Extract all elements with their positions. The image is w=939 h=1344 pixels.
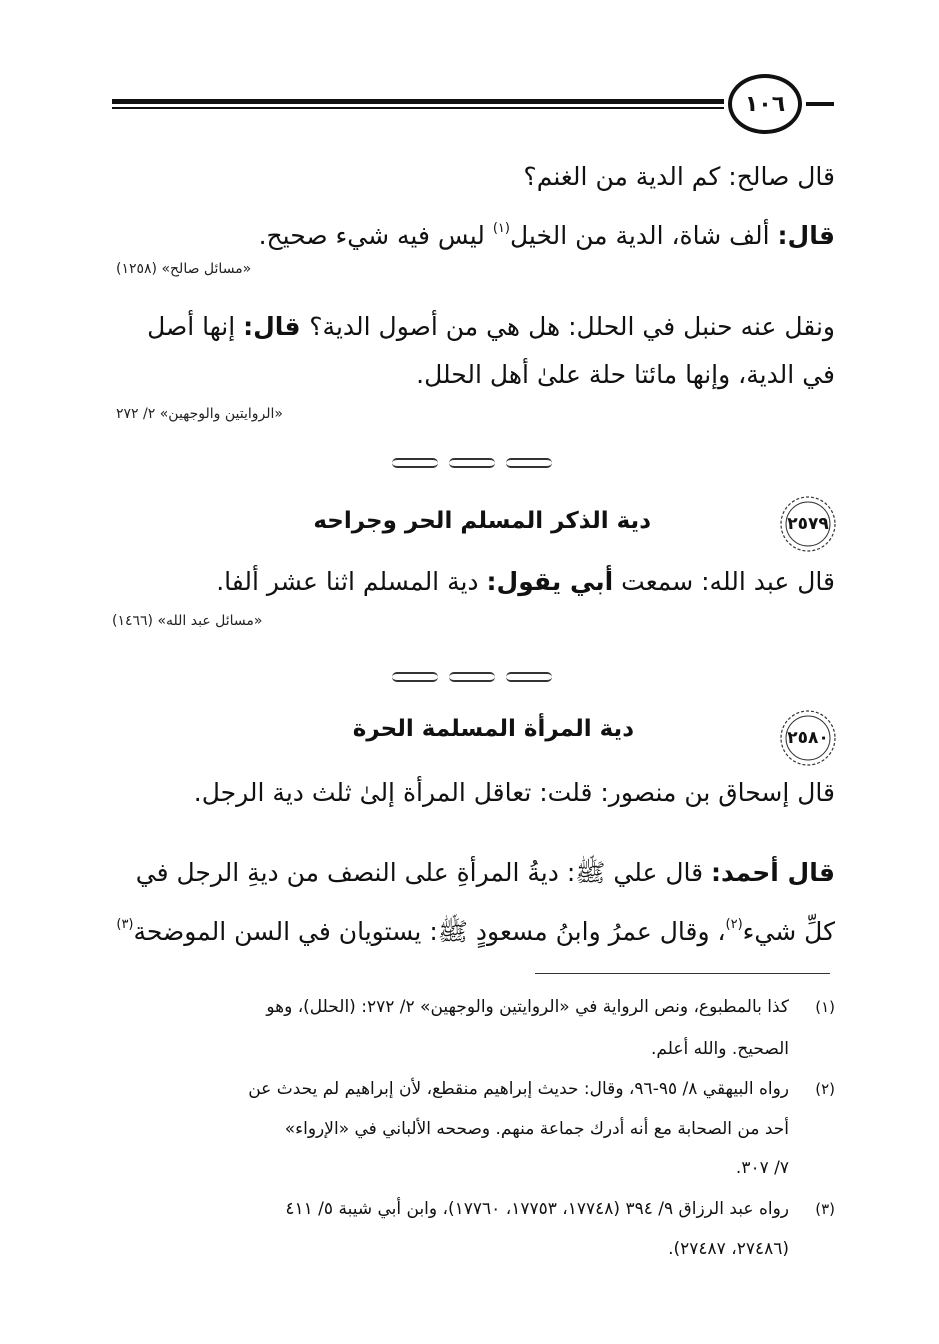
section-number: ٢٥٧٩ bbox=[787, 514, 829, 534]
text-span: ونقل عنه حنبل في الحلل: هل هي من أصول الدية؟ bbox=[309, 312, 835, 341]
ornament-divider bbox=[392, 458, 552, 468]
text-line bbox=[104, 856, 835, 890]
text-span: قال عبد الله: سمعت bbox=[613, 567, 835, 596]
footnote-marker: (٢) bbox=[815, 1080, 835, 1098]
header-rule-tail bbox=[806, 102, 834, 106]
footnote-line: الصحيح. والله أعلم. bbox=[650, 1039, 789, 1059]
speaker-label: قال: bbox=[243, 312, 310, 341]
text-span: ، وقال عمرُ وابنُ مسعودٍ ﷺ: يستويان في السن الموضحة bbox=[133, 917, 726, 946]
footnote-line: رواه البيهقي ٨/ ٩٥-٩٦، وقال: حديث إبراهيم منقطع، لأن إبراهيم لم يحدث عن bbox=[248, 1079, 789, 1099]
text-span: إنها أصل bbox=[147, 312, 244, 341]
text-line bbox=[216, 565, 835, 599]
footnote-line: رواه عبد الرزاق ٩/ ٣٩٤ (١٧٧٤٨، ١٧٧٥٣، ١٧٧٦٠)، وابن أبي شيبة ٥/ ٤١١ bbox=[285, 1199, 789, 1219]
ornament-piece bbox=[392, 458, 438, 468]
ornament-divider bbox=[392, 672, 552, 682]
text-line bbox=[416, 358, 835, 392]
text-line bbox=[523, 160, 835, 194]
ornament-piece bbox=[392, 672, 438, 682]
footnote-ref[interactable]: (٣) bbox=[116, 917, 134, 932]
text-span: كلِّ شيء bbox=[742, 917, 835, 946]
speaker-label: قال: bbox=[777, 221, 835, 250]
header-rule-thin bbox=[112, 107, 724, 109]
ornament-piece bbox=[506, 458, 552, 468]
source-citation: «الروايتين والوجهين» ٢/ ٢٧٢ bbox=[116, 406, 283, 422]
text-line bbox=[259, 212, 835, 253]
text-span: ألف شاة، الدية من الخيل bbox=[509, 221, 778, 250]
speaker-label: قال أحمد: bbox=[711, 858, 835, 887]
text-span: قال صالح: كم الدية من الغنم؟ bbox=[523, 162, 835, 191]
footnote-marker: (١) bbox=[815, 998, 835, 1016]
footnote-ref[interactable]: (١) bbox=[492, 221, 510, 236]
header-rule-thick bbox=[112, 99, 724, 104]
text-span: قال إسحاق بن منصور: قلت: تعاقل المرأة إلىٰ ثلث دية الرجل. bbox=[193, 778, 835, 807]
text-line bbox=[194, 776, 835, 810]
text-span: قال علي ﷺ: ديةُ المرأةِ على النصف من ديةِ الرجل في bbox=[135, 858, 712, 887]
footnote-line: ٧/ ٣٠٧. bbox=[735, 1158, 789, 1178]
source-citation: «مسائل صالح» (١٢٥٨) bbox=[116, 261, 252, 277]
text-span: في الدية، وإنها مائتا حلة علىٰ أهل الحلل. bbox=[416, 360, 835, 389]
footnote-line: كذا بالمطبوع، ونص الرواية في «الروايتين والوجهين» ٢/ ٢٧٢: (الحلل)، وهو bbox=[266, 997, 789, 1017]
text-line bbox=[104, 310, 835, 344]
ornament-piece bbox=[449, 458, 495, 468]
footnote-line: أحد من الصحابة مع أنه أدرك جماعة منهم. وصححه الألباني في «الإرواء» bbox=[284, 1119, 789, 1139]
page-number: ١٠٦ bbox=[728, 74, 802, 134]
speaker-label: أبي يقول: bbox=[486, 567, 614, 596]
text-span: دية المسلم اثنا عشر ألفا. bbox=[216, 567, 487, 596]
text-span: ليس فيه شيء صحيح. bbox=[258, 221, 493, 250]
ornament-piece bbox=[506, 672, 552, 682]
section-title: دية المرأة المسلمة الحرة bbox=[352, 716, 634, 742]
source-citation: «مسائل عبد الله» (١٤٦٦) bbox=[112, 613, 263, 629]
footnote-marker: (٣) bbox=[815, 1200, 835, 1218]
footnote-ref[interactable]: (٢) bbox=[725, 917, 743, 932]
footnote-separator bbox=[535, 973, 830, 974]
ornament-piece bbox=[449, 672, 495, 682]
footnote-line: (٢٧٤٨٦، ٢٧٤٨٧). bbox=[668, 1239, 789, 1259]
text-line bbox=[104, 908, 835, 949]
section-number: ٢٥٨٠ bbox=[787, 728, 829, 748]
section-title: دية الذكر المسلم الحر وجراحه bbox=[313, 508, 651, 534]
